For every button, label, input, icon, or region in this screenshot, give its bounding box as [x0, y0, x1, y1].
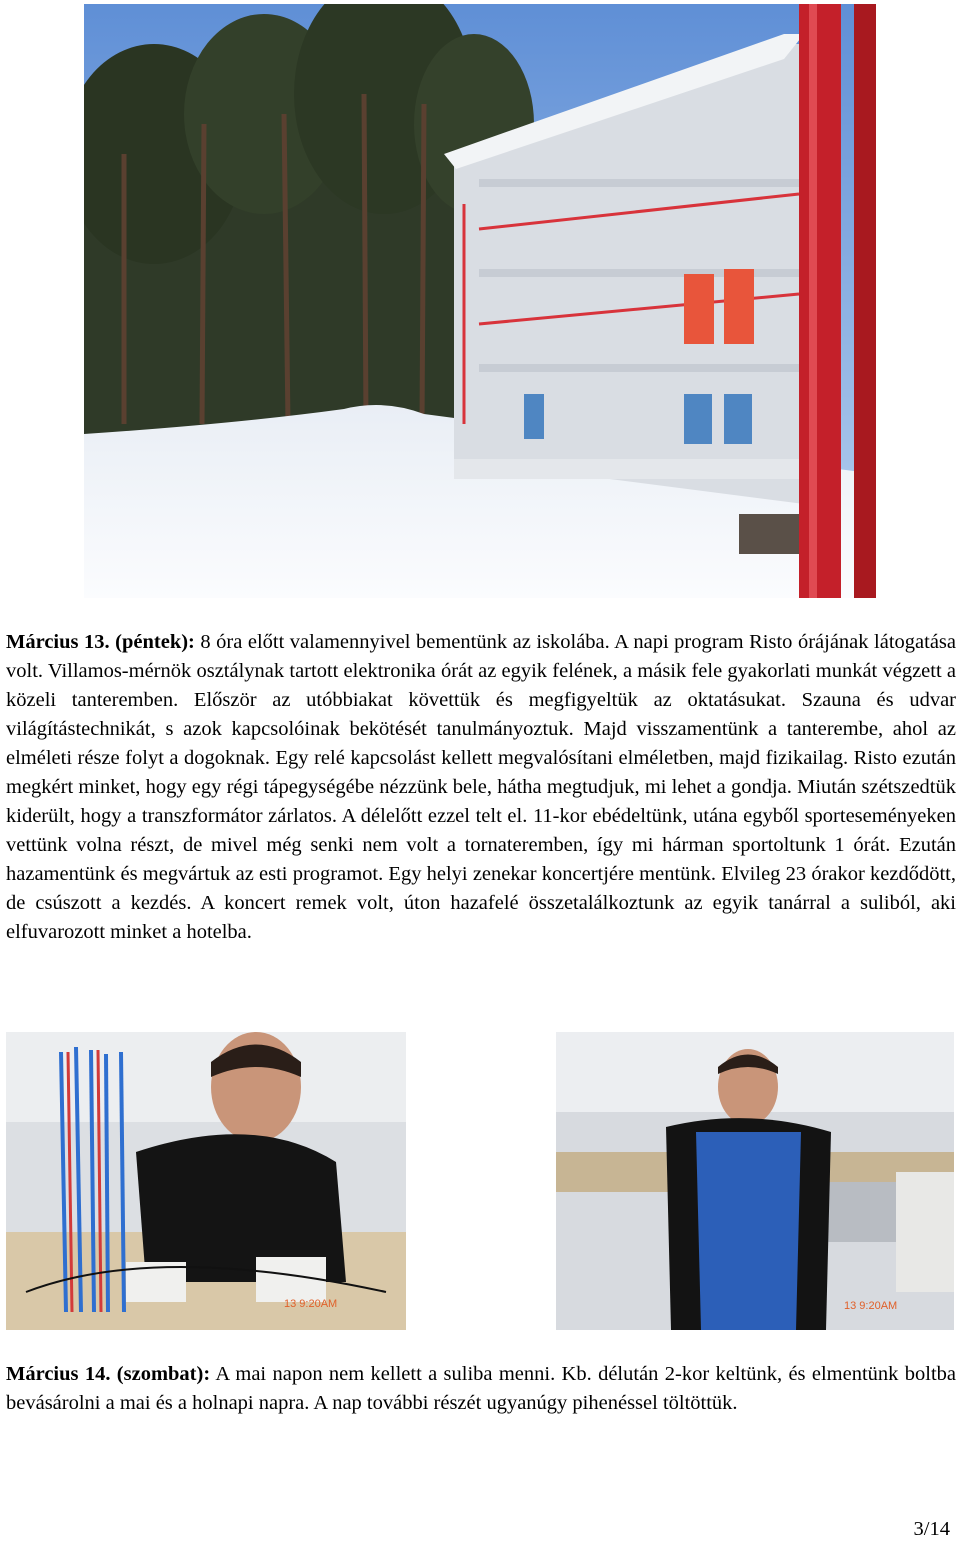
day-text: 8 óra előtt valamennyivel bementünk az iskolába. A napi program Risto órájának látogatása volt. Villamos-mérnök osztálynak tartott elektronika órát az egyik felének, a másik fele gyakorlati munkát végzett a közeli tanteremben. Először az utóbbiakat követtük és megfigyeltük az oktatásukat. Szauna és udvar világítástechnikát, s azok kapcsolóinak bekötését tanulmányoztuk. Majd visszamentünk a tanterembe, ahol az elméleti része folyt a dogoknak. Egy relé kapcsolást kellett megvalósítani elméletben, majd fizikailag. Risto ezután megkért minket, hogy egy régi tápegységébe nézzünk bele, hátha megtudjuk, mi lehet a gondja. Miután szétszedtük kiderült, hogy a transzformátor zárlatos. A délelőtt ezzel telt el. 11-kor ebédeltünk, utána egyből sporteseményeken vettünk volna részt, de mivel még senki nem volt a tornateremben, így mi hárman sportoltunk 1 órát. Ezután hazamentünk és megvártuk az esti programot. Egy helyi zenekar koncertjére mentünk. Elvileg 23 órakor kezdődött, de csúszott a kezdés. A koncert remek volt, úton hazafelé összetalálkoztunk az egyik tanárral a suliból, aki elfuvarozott minket a hotelba.: [6, 631, 956, 943]
paragraph-march-13: [6, 628, 956, 947]
photo-dormitory-winter: [84, 4, 876, 598]
photo-student-apron: [556, 1032, 954, 1330]
page-number: 3/14: [913, 1518, 950, 1540]
day-heading: Március 14. (szombat):: [6, 1363, 211, 1385]
day-text: A mai napon nem kellett a suliba menni. Kb. délután 2-kor keltünk, és elmentünk boltba bevásárolni a mai és a holnapi napra. A nap további részét ugyanúgy pihenéssel töltöttük.: [6, 1363, 956, 1414]
paragraph-march-14: [6, 1360, 956, 1418]
photo-timestamp: 13 9:20AM: [284, 1298, 338, 1310]
photo-student-workbench: [6, 1032, 406, 1330]
photo-timestamp: 13 9:20AM: [844, 1300, 898, 1312]
day-heading: Március 13. (péntek):: [6, 631, 195, 653]
